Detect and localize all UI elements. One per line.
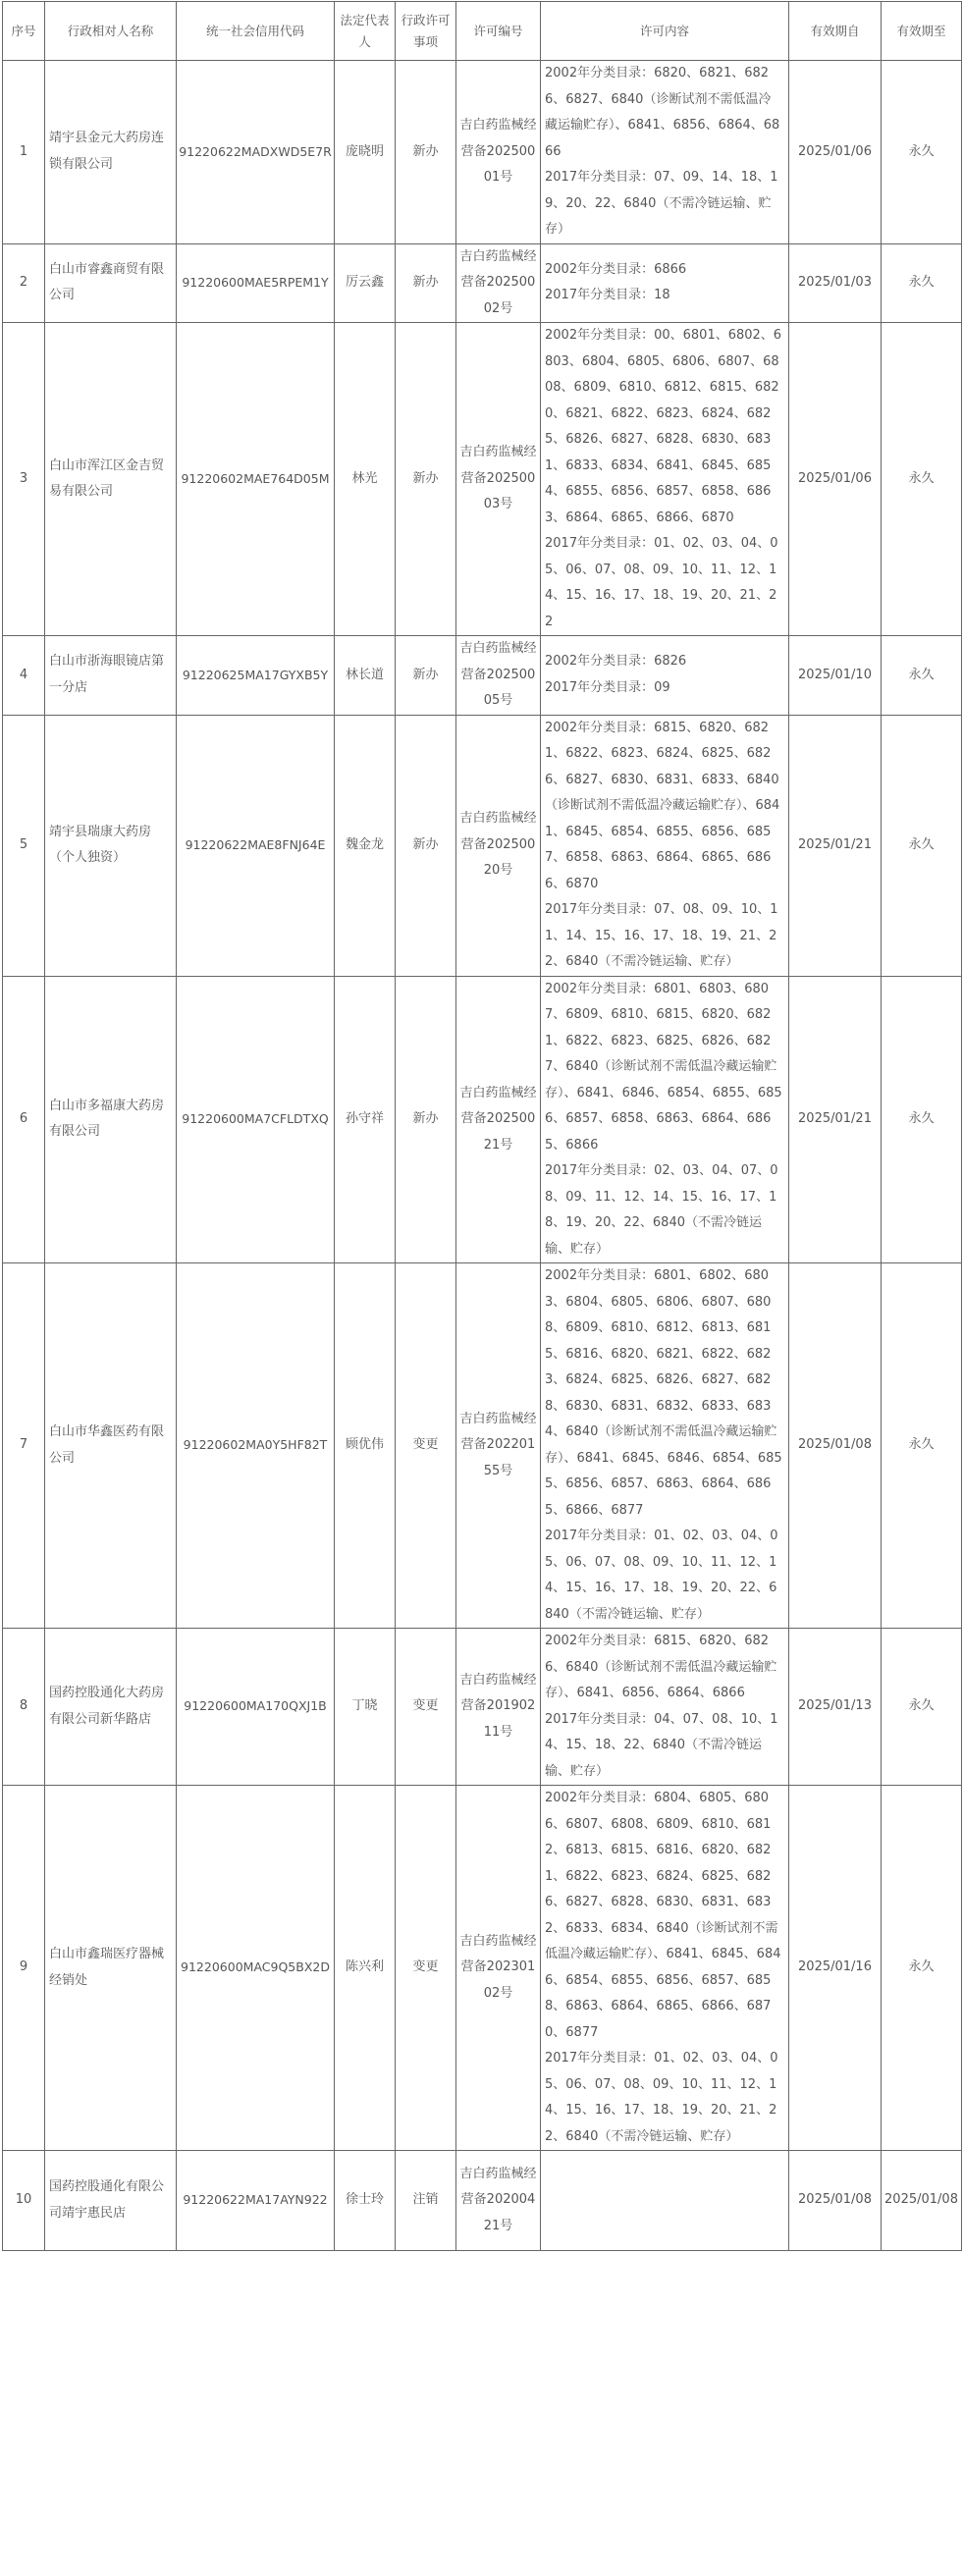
cell-rep: 厉云鑫 bbox=[335, 243, 396, 323]
cell-no: 9 bbox=[3, 1786, 45, 2151]
table-row bbox=[3, 976, 962, 1263]
cell-code: 91220602MAE764D05M bbox=[177, 323, 335, 636]
cell-code: 91220600MAE5RPEM1Y bbox=[177, 243, 335, 323]
header-license-no: 许可编号 bbox=[456, 2, 541, 61]
cell-content bbox=[541, 323, 789, 636]
cell-license-no: 吉白药监械经营备20250005号 bbox=[456, 636, 541, 716]
license-table bbox=[2, 1, 962, 2251]
cell-valid-to: 2025/01/08 bbox=[882, 2151, 962, 2251]
header-rep: 法定代表人 bbox=[335, 2, 396, 61]
header-content: 许可内容 bbox=[541, 2, 789, 61]
content-paragraph: 2002年分类目录：6801、6802、6803、6804、6805、6806、6807、6808、6809、6810、6812、6813、6815、6816、6820、6821、6822、6823、6824、6825、6826、6827、6828、6830、6831、6832、6833、6834、6840（诊断试剂不需低温冷藏运输贮存）、6841、6845、6846、6854、6855、6856、6857、6863、6864、6865、6866、6877 bbox=[545, 1268, 782, 1518]
cell-type: 新办 bbox=[396, 243, 456, 323]
cell-license-no: 吉白药监械经营备20230102号 bbox=[456, 1786, 541, 2151]
table-row bbox=[3, 1629, 962, 1786]
table-row bbox=[3, 636, 962, 716]
table-row bbox=[3, 715, 962, 976]
cell-valid-to: 永久 bbox=[882, 1629, 962, 1786]
cell-valid-to: 永久 bbox=[882, 976, 962, 1263]
table-row bbox=[3, 323, 962, 636]
cell-name: 国药控股通化大药房有限公司新华路店 bbox=[45, 1629, 177, 1786]
cell-valid-to: 永久 bbox=[882, 1786, 962, 2151]
content-paragraph: 2002年分类目录：00、6801、6802、6803、6804、6805、6806、6807、6808、6809、6810、6812、6815、6820、6821、6822、6823、6824、6825、6826、6827、6828、6830、6831、6833、6834、6841、6845、6854、6855、6856、6857、6858、6863、6864、6865、6866、6870 bbox=[545, 328, 782, 525]
content-paragraph: 2017年分类目录：01、02、03、04、05、06、07、08、09、10、11、12、14、15、16、17、18、19、20、21、22、6840（不需冷链运输、贮存） bbox=[545, 2051, 778, 2144]
cell-content bbox=[541, 1786, 789, 2151]
cell-code: 91220622MADXWD5E7R bbox=[177, 61, 335, 244]
cell-valid-from: 2025/01/08 bbox=[789, 2151, 882, 2251]
header-valid-to: 有效期至 bbox=[882, 2, 962, 61]
cell-valid-from: 2025/01/06 bbox=[789, 323, 882, 636]
content-paragraph: 2017年分类目录：02、03、04、07、08、09、11、12、14、15、16、17、18、19、20、22、6840（不需冷链运输、贮存） bbox=[545, 1163, 778, 1257]
cell-license-no: 吉白药监械经营备20190211号 bbox=[456, 1629, 541, 1786]
content-paragraph: 2017年分类目录：18 bbox=[545, 288, 670, 303]
cell-content bbox=[541, 976, 789, 1263]
cell-name: 白山市浙海眼镜店第一分店 bbox=[45, 636, 177, 716]
cell-valid-from: 2025/01/21 bbox=[789, 976, 882, 1263]
header-no: 序号 bbox=[3, 2, 45, 61]
cell-name: 白山市华鑫医药有限公司 bbox=[45, 1263, 177, 1629]
cell-code: 91220602MA0Y5HF82T bbox=[177, 1263, 335, 1629]
cell-content bbox=[541, 61, 789, 244]
cell-license-no: 吉白药监械经营备20250021号 bbox=[456, 976, 541, 1263]
header-type: 行政许可事项 bbox=[396, 2, 456, 61]
content-paragraph: 2017年分类目录：01、02、03、04、05、06、07、08、09、10、11、12、14、15、16、17、18、19、20、22、6840（不需冷链运输、贮存） bbox=[545, 1529, 778, 1622]
content-paragraph: 2017年分类目录：04、07、08、10、14、15、18、22、6840（不需冷链运输、贮存） bbox=[545, 1711, 778, 1779]
cell-type: 新办 bbox=[396, 323, 456, 636]
cell-name: 靖宇县瑞康大药房（个人独资） bbox=[45, 715, 177, 976]
cell-rep: 庞晓明 bbox=[335, 61, 396, 244]
cell-code: 91220600MA170QXJ1B bbox=[177, 1629, 335, 1786]
cell-type: 新办 bbox=[396, 61, 456, 244]
cell-valid-from: 2025/01/06 bbox=[789, 61, 882, 244]
content-paragraph: 2002年分类目录：6804、6805、6806、6807、6808、6809、6810、6812、6813、6815、6816、6820、6821、6822、6823、6824、6825、6826、6827、6828、6830、6831、6832、6833、6834、6840（诊断试剂不需低温冷藏运输贮存）、6841、6845、6846、6854、6855、6856、6857、6858、6863、6864、6865、6866、6870、6877 bbox=[545, 1791, 781, 2040]
cell-code: 91220622MA17AYN922 bbox=[177, 2151, 335, 2251]
table-row bbox=[3, 243, 962, 323]
content-paragraph: 2002年分类目录：6866 bbox=[545, 261, 687, 277]
table-row bbox=[3, 1786, 962, 2151]
table-body bbox=[3, 61, 962, 2251]
cell-code: 91220600MAC9Q5BX2D bbox=[177, 1786, 335, 2151]
cell-type: 新办 bbox=[396, 636, 456, 716]
cell-no: 6 bbox=[3, 976, 45, 1263]
cell-valid-to: 永久 bbox=[882, 243, 962, 323]
cell-content bbox=[541, 715, 789, 976]
cell-license-no: 吉白药监械经营备20220155号 bbox=[456, 1263, 541, 1629]
cell-content bbox=[541, 1629, 789, 1786]
cell-code: 91220600MA7CFLDTXQ bbox=[177, 976, 335, 1263]
cell-valid-from: 2025/01/21 bbox=[789, 715, 882, 976]
cell-type: 变更 bbox=[396, 1629, 456, 1786]
content-paragraph: 2002年分类目录：6801、6803、6807、6809、6810、6815、6820、6821、6822、6823、6825、6826、6827、6840（诊断试剂不需低温冷藏运输贮存）、6841、6846、6854、6855、6856、6857、6858、6863、6864、6865、6866 bbox=[545, 981, 782, 1153]
cell-no: 5 bbox=[3, 715, 45, 976]
cell-no: 10 bbox=[3, 2151, 45, 2251]
cell-name: 白山市浑江区金吉贸易有限公司 bbox=[45, 323, 177, 636]
cell-content bbox=[541, 243, 789, 323]
cell-content bbox=[541, 636, 789, 716]
content-paragraph: 2017年分类目录：07、09、14、18、19、20、22、6840（不需冷链运输、贮存） bbox=[545, 170, 778, 237]
cell-valid-to: 永久 bbox=[882, 715, 962, 976]
cell-type: 新办 bbox=[396, 976, 456, 1263]
cell-rep: 陈兴利 bbox=[335, 1786, 396, 2151]
cell-code: 91220622MAE8FNJ64E bbox=[177, 715, 335, 976]
cell-type: 变更 bbox=[396, 1263, 456, 1629]
cell-valid-to: 永久 bbox=[882, 1263, 962, 1629]
cell-valid-from: 2025/01/16 bbox=[789, 1786, 882, 2151]
cell-code: 91220625MA17GYXB5Y bbox=[177, 636, 335, 716]
cell-rep: 林光 bbox=[335, 323, 396, 636]
content-paragraph: 2002年分类目录：6820、6821、6826、6827、6840（诊断试剂不需低温冷藏运输贮存）、6841、6856、6864、6866 bbox=[545, 66, 780, 159]
cell-no: 4 bbox=[3, 636, 45, 716]
cell-rep: 林长道 bbox=[335, 636, 396, 716]
table-row bbox=[3, 61, 962, 244]
cell-valid-from: 2025/01/08 bbox=[789, 1263, 882, 1629]
table-row bbox=[3, 2151, 962, 2251]
cell-type: 注销 bbox=[396, 2151, 456, 2251]
cell-content bbox=[541, 1263, 789, 1629]
cell-no: 8 bbox=[3, 1629, 45, 1786]
cell-name: 国药控股通化有限公司靖宇惠民店 bbox=[45, 2151, 177, 2251]
header-name: 行政相对人名称 bbox=[45, 2, 177, 61]
header-row bbox=[3, 2, 962, 61]
content-paragraph: 2017年分类目录：07、08、09、10、11、14、15、16、17、18、19、21、22、6840（不需冷链运输、贮存） bbox=[545, 902, 778, 969]
cell-content bbox=[541, 2151, 789, 2251]
content-paragraph: 2017年分类目录：01、02、03、04、05、06、07、08、09、10、11、12、14、15、16、17、18、19、20、21、22 bbox=[545, 536, 778, 629]
cell-no: 2 bbox=[3, 243, 45, 323]
content-paragraph: 2002年分类目录：6815、6820、6826、6840（诊断试剂不需低温冷藏运输贮存）、6841、6856、6864、6866 bbox=[545, 1634, 777, 1700]
cell-valid-from: 2025/01/13 bbox=[789, 1629, 882, 1786]
cell-name: 靖宇县金元大药房连锁有限公司 bbox=[45, 61, 177, 244]
cell-name: 白山市多福康大药房有限公司 bbox=[45, 976, 177, 1263]
cell-license-no: 吉白药监械经营备20200421号 bbox=[456, 2151, 541, 2251]
cell-type: 新办 bbox=[396, 715, 456, 976]
cell-name: 白山市鑫瑞医疗器械经销处 bbox=[45, 1786, 177, 2151]
cell-valid-from: 2025/01/03 bbox=[789, 243, 882, 323]
cell-rep: 徐士玲 bbox=[335, 2151, 396, 2251]
cell-no: 1 bbox=[3, 61, 45, 244]
cell-no: 3 bbox=[3, 323, 45, 636]
cell-rep: 顾优伟 bbox=[335, 1263, 396, 1629]
table-row bbox=[3, 1263, 962, 1629]
cell-rep: 魏金龙 bbox=[335, 715, 396, 976]
cell-valid-to: 永久 bbox=[882, 61, 962, 244]
content-paragraph: 2002年分类目录：6815、6820、6821、6822、6823、6824、6825、6826、6827、6830、6831、6833、6840（诊断试剂不需低温冷藏运输贮存）、6841、6845、6854、6855、6856、6857、6858、6863、6864、6865、6866、6870 bbox=[545, 720, 780, 891]
cell-license-no: 吉白药监械经营备20250001号 bbox=[456, 61, 541, 244]
header-valid-from: 有效期自 bbox=[789, 2, 882, 61]
cell-rep: 孙守祥 bbox=[335, 976, 396, 1263]
cell-no: 7 bbox=[3, 1263, 45, 1629]
cell-valid-from: 2025/01/10 bbox=[789, 636, 882, 716]
content-paragraph: 2017年分类目录：09 bbox=[545, 679, 670, 695]
cell-license-no: 吉白药监械经营备20250020号 bbox=[456, 715, 541, 976]
cell-type: 变更 bbox=[396, 1786, 456, 2151]
content-paragraph: 2002年分类目录：6826 bbox=[545, 654, 687, 670]
header-code: 统一社会信用代码 bbox=[177, 2, 335, 61]
cell-valid-to: 永久 bbox=[882, 636, 962, 716]
cell-name: 白山市睿鑫商贸有限公司 bbox=[45, 243, 177, 323]
cell-license-no: 吉白药监械经营备20250003号 bbox=[456, 323, 541, 636]
cell-license-no: 吉白药监械经营备20250002号 bbox=[456, 243, 541, 323]
cell-rep: 丁晓 bbox=[335, 1629, 396, 1786]
cell-valid-to: 永久 bbox=[882, 323, 962, 636]
